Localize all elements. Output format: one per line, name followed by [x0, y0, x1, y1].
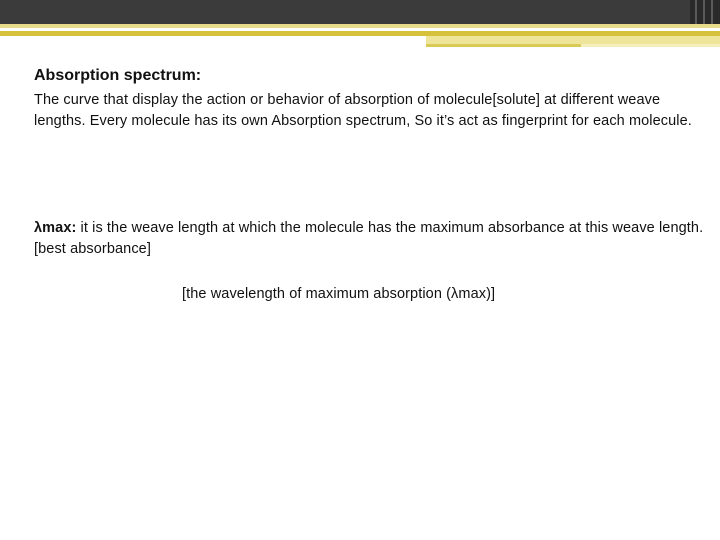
top-dark-band — [0, 0, 720, 24]
band-stripe — [711, 0, 713, 24]
gold-accent-block-light — [581, 44, 720, 47]
gold-accent-block-dark — [426, 44, 581, 47]
term-lambda-max: λmax: — [34, 220, 77, 236]
band-stripe — [695, 0, 697, 24]
definition-absorption-spectrum: The curve that display the action or behavior of absorption of molecule[solute] at different weave lengths. Every molecule has its own Absorption spectrum, So it’s act as fingerprint for each molecule. — [34, 92, 692, 129]
lambda-max-note: [the wavelength of maximum absorption (λmax)] — [182, 286, 496, 302]
slide-heading: Absorption spectrum: — [34, 67, 202, 84]
definition-lambda-max — [34, 218, 704, 260]
gold-accent-line-thin — [0, 24, 720, 28]
band-stripe — [703, 0, 705, 24]
definition-lambda-max-text: it is the weave length at which the molecule has the maximum absorbance at this weave length.[best absorbance] — [34, 220, 704, 257]
